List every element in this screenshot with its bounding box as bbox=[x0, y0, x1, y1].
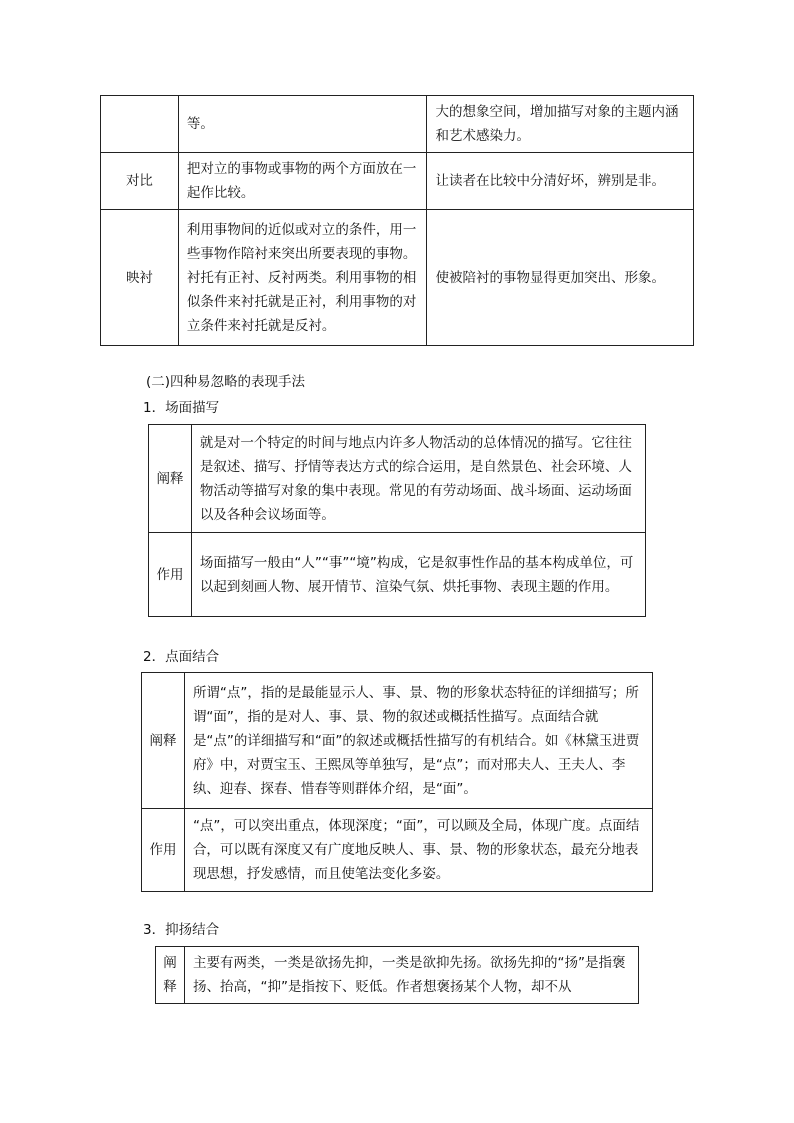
point-surface-table bbox=[141, 672, 653, 892]
explain-label: 阐释 bbox=[156, 947, 185, 1004]
table-row bbox=[156, 947, 639, 1004]
section-title: (二)四种易忽略的表现手法 bbox=[146, 374, 306, 390]
table-row bbox=[149, 533, 646, 617]
techniques-table bbox=[100, 95, 694, 346]
row-effect: 大的想象空间，增加描写对象的主题内涵和艺术感染力。 bbox=[427, 96, 694, 153]
row-label: 对比 bbox=[101, 153, 179, 210]
table-row bbox=[101, 210, 694, 346]
row-effect: 使被陪衬的事物显得更加突出、形象。 bbox=[427, 210, 694, 346]
table-row bbox=[101, 96, 694, 153]
explain-label: 阐释 bbox=[142, 673, 185, 809]
row-description: 把对立的事物或事物的两个方面放在一起作比较。 bbox=[178, 153, 427, 210]
row-label: 映衬 bbox=[101, 210, 179, 346]
table-row bbox=[149, 425, 646, 533]
row-description: 利用事物间的近似或对立的条件，用一些事物作陪衬来突出所要表现的事物。衬托有正衬、反衬两类。利用事物的相似条件来衬托就是正衬，利用事物的对立条件来衬托就是反衬。 bbox=[178, 210, 427, 346]
explain-text: 主要有两类，一类是欲扬先抑，一类是欲抑先扬。欲扬先抑的“扬”是指褒扬、抬高，“抑”是指按下、贬低。作者想褒扬某个人物，却不从 bbox=[184, 947, 638, 1004]
effect-text: “点”，可以突出重点，体现深度；“面”，可以顾及全局，体现广度。点面结合，可以既有深度又有广度地反映人、事、景、物的形象状态，最充分地表现思想，抒发感情，而且使笔法变化多姿。 bbox=[184, 809, 652, 892]
scene-description-table bbox=[148, 424, 646, 617]
subsection-heading-point-surface: 2．点面结合 bbox=[143, 649, 220, 665]
effect-text: 场面描写一般由“人”“事”“境”构成，它是叙事性作品的基本构成单位，可以起到刻画人物、展开情节、渲染气氛、烘托事物、表现主题的作用。 bbox=[191, 533, 645, 617]
table-row bbox=[142, 673, 653, 809]
effect-label: 作用 bbox=[149, 533, 192, 617]
row-label bbox=[101, 96, 179, 153]
row-effect: 让读者在比较中分清好坏，辨别是非。 bbox=[427, 153, 694, 210]
explain-text: 所谓“点”，指的是最能显示人、事、景、物的形象状态特征的详细描写；所谓“面”，指的是对人、事、景、物的叙述或概括性描写。点面结合就是“点”的详细描写和“面”的叙述或概括性描写的有机结合。如《林黛玉进贾府》中，对贾宝玉、王熙凤等单独写，是“点”；而对邢夫人、王夫人、李纨、迎春、探春、惜春等则群体介绍，是“面”。 bbox=[184, 673, 652, 809]
explain-text: 就是对一个特定的时间与地点内许多人物活动的总体情况的描写。它往往是叙述、描写、抒情等表达方式的综合运用，是自然景色、社会环境、人物活动等描写对象的集中表现。常见的有劳动场面、战斗场面、运动场面以及各种会议场面等。 bbox=[191, 425, 645, 533]
table-row bbox=[142, 809, 653, 892]
subsection-heading-scene: 1．场面描写 bbox=[143, 400, 220, 416]
row-description: 等。 bbox=[178, 96, 427, 153]
subsection-heading-suppress-praise: 3．抑扬结合 bbox=[143, 922, 220, 938]
explain-label: 阐释 bbox=[149, 425, 192, 533]
suppress-praise-table bbox=[155, 946, 639, 1004]
effect-label: 作用 bbox=[142, 809, 185, 892]
table-row bbox=[101, 153, 694, 210]
